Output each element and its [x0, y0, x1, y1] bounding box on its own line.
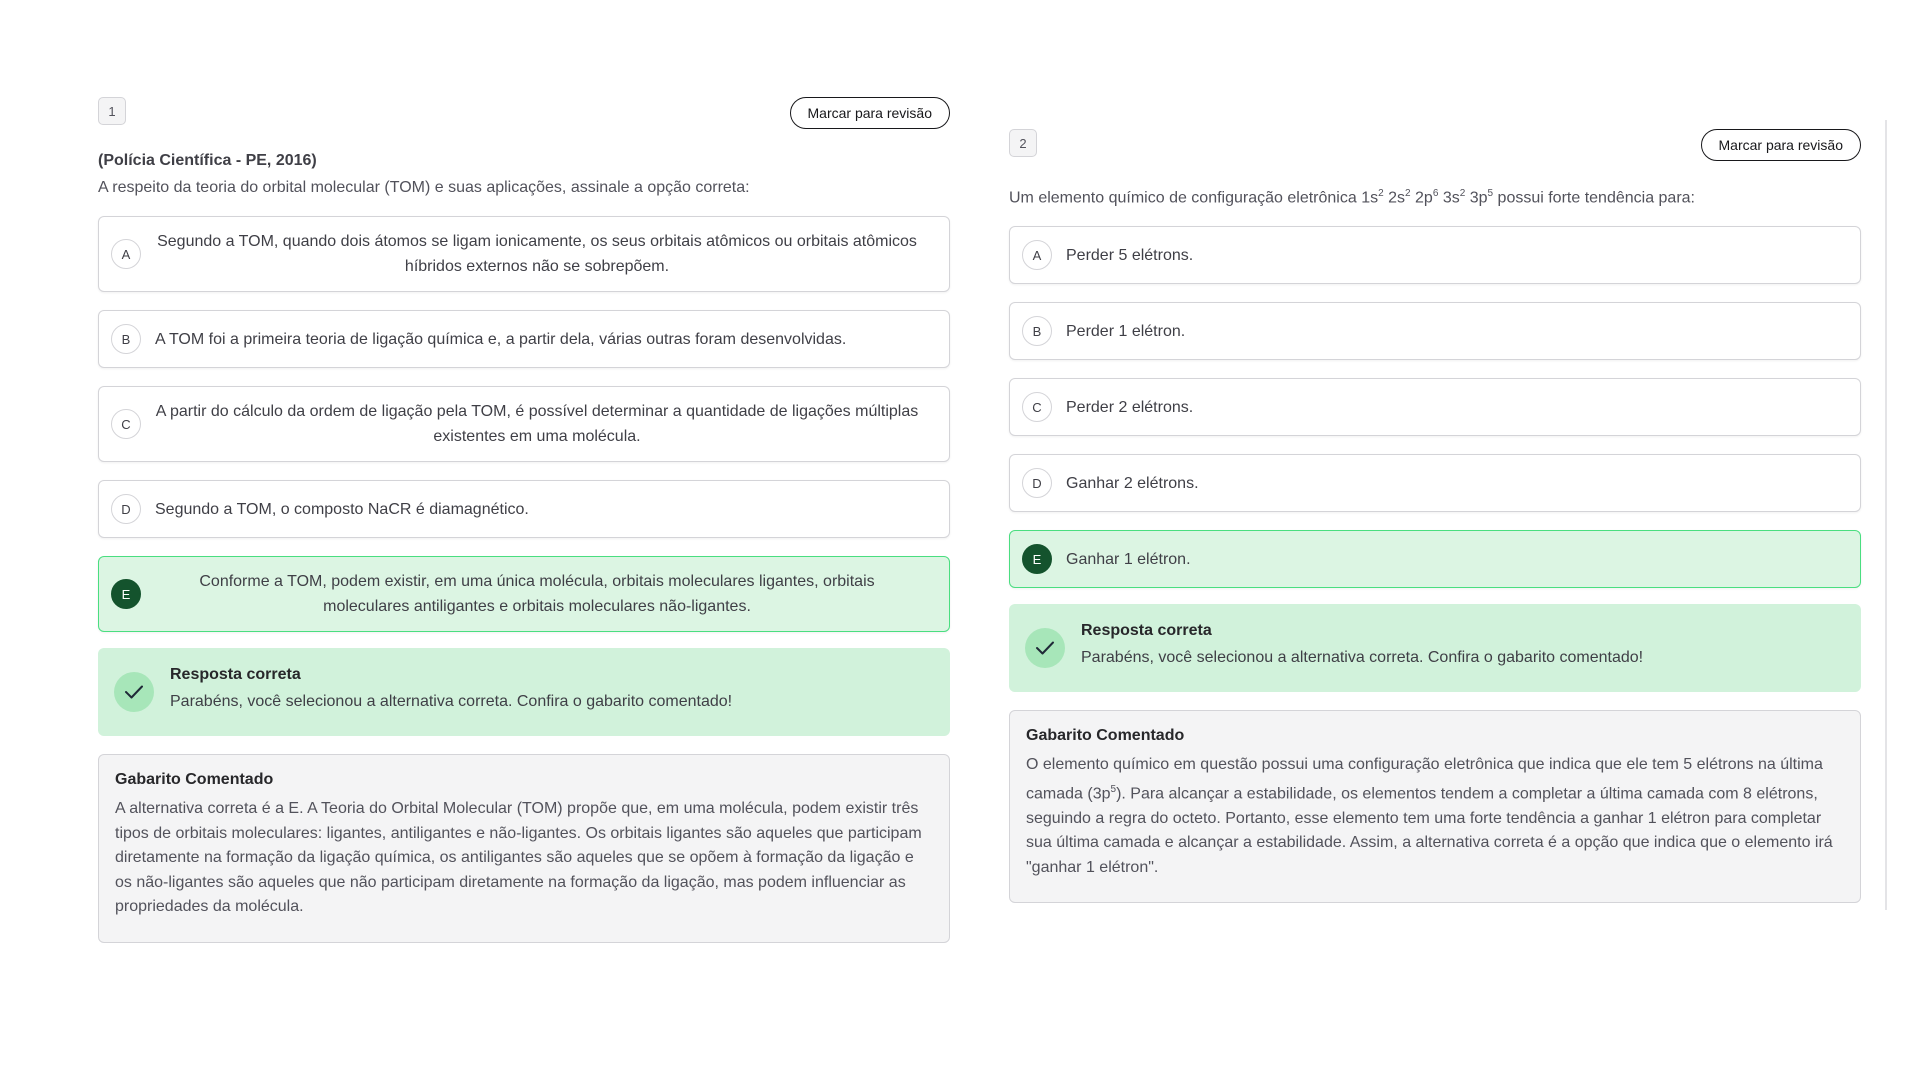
- option-text: Perder 2 elétrons.: [1066, 398, 1194, 416]
- feedback-text: Parabéns, você selecionou a alternativa correta. Confira o gabarito comentado!: [170, 693, 733, 710]
- option-text: Conforme a TOM, podem existir, em uma única molécula, orbitais moleculares ligantes, orbitais moleculares antiligantes e orbitais moleculares não-ligantes.: [199, 573, 875, 615]
- option-letter: D: [1022, 468, 1052, 498]
- question-2: [1009, 129, 1861, 903]
- option-letter: A: [1022, 240, 1052, 270]
- mark-for-review-button[interactable]: Marcar para revisão: [790, 97, 951, 129]
- option-text: A TOM foi a primeira teoria de ligação química e, a partir dela, várias outras foram desenvolvidas.: [155, 330, 847, 348]
- explanation-title: Gabarito Comentado: [1026, 727, 1185, 745]
- question-1: [98, 97, 950, 943]
- option-b[interactable]: [1009, 302, 1861, 360]
- option-letter: E: [111, 579, 141, 609]
- explanation-title: Gabarito Comentado: [115, 771, 274, 788]
- option-text: Ganhar 2 elétrons.: [1066, 474, 1199, 492]
- options-list: [98, 216, 950, 632]
- option-a[interactable]: [98, 216, 950, 292]
- scroll-divider: [1885, 120, 1887, 910]
- option-text: Perder 5 elétrons.: [1066, 246, 1194, 264]
- option-a[interactable]: [1009, 226, 1861, 284]
- option-text: Segundo a TOM, quando dois átomos se ligam ionicamente, os seus orbitais atômicos ou orbitais atômicos híbridos externos não se sobrepõem.: [157, 233, 917, 275]
- question-header: [98, 97, 950, 129]
- question-header: [1009, 129, 1861, 161]
- question-stem: Um elemento químico de configuração eletrônica $1s^2$ $2s^2$ $2p^6$ $3s^2$ $3p^5$ possui forte tendência para:: [1009, 188, 1695, 207]
- explanation-text: A alternativa correta é a E. A Teoria do Orbital Molecular (TOM) propõe que, em uma molécula, podem existir três tipos de orbitais moleculares: ligantes, antiligantes e não-ligantes. Os orbitais ligantes são aqueles que participam diretamente na formação da ligação química, os antiligantes são aqueles que se opõem à formação da ligação e os não-ligantes são aqueles que não participam diretamente na formação da ligação, mas podem influenciar as propriedades da molécula.: [115, 800, 922, 915]
- option-text: A partir do cálculo da ordem de ligação pela TOM, é possível determinar a quantidade de ligações múltiplas existentes em uma molécula.: [155, 403, 919, 445]
- option-letter: C: [111, 409, 141, 439]
- options-list: [1009, 226, 1861, 588]
- option-letter: A: [111, 239, 141, 269]
- option-d[interactable]: [98, 480, 950, 538]
- option-text: Segundo a TOM, o composto NaCR é diamagnético.: [155, 500, 529, 518]
- correct-answer-feedback: [98, 648, 950, 736]
- option-letter: B: [1022, 316, 1052, 346]
- option-c[interactable]: [98, 386, 950, 462]
- question-number: 2: [1009, 129, 1037, 157]
- option-text: Ganhar 1 elétron.: [1066, 550, 1191, 568]
- option-e-selected[interactable]: [98, 556, 950, 632]
- correct-answer-feedback: [1009, 604, 1861, 692]
- answer-explanation: [98, 754, 950, 943]
- feedback-title: Resposta correta: [1081, 622, 1212, 640]
- feedback-title: Resposta correta: [170, 666, 301, 683]
- option-letter: B: [111, 324, 141, 354]
- option-b[interactable]: [98, 310, 950, 368]
- question-source: (Polícia Científica - PE, 2016): [98, 152, 317, 169]
- option-d[interactable]: [1009, 454, 1861, 512]
- check-icon: [114, 672, 154, 712]
- mark-for-review-button[interactable]: Marcar para revisão: [1701, 129, 1862, 161]
- option-letter: C: [1022, 392, 1052, 422]
- answer-explanation: [1009, 710, 1861, 903]
- option-e-selected[interactable]: [1009, 530, 1861, 588]
- explanation-text: O elemento químico em questão possui uma configuração eletrônica que indica que ele tem 5 elétrons na última camada $(3p^5)$. Para alcançar a estabilidade, os elementos tendem a completar a última camada com 8 elétrons, seguindo a regra do octeto. Portanto, esse elemento tem uma forte tendência a ganhar 1 elétron para completar sua última camada e alcançar a estabilidade. Assim, a alternativa correta é a opção que indica que o elemento irá "ganhar 1 elétron".: [1026, 756, 1833, 876]
- option-letter: E: [1022, 544, 1052, 574]
- option-text: Perder 1 elétron.: [1066, 322, 1186, 340]
- question-stem: A respeito da teoria do orbital molecular (TOM) e suas aplicações, assinale a opção correta:: [98, 179, 750, 196]
- option-letter: D: [111, 494, 141, 524]
- option-c[interactable]: [1009, 378, 1861, 436]
- question-number: 1: [98, 97, 126, 125]
- feedback-text: Parabéns, você selecionou a alternativa correta. Confira o gabarito comentado!: [1081, 649, 1644, 667]
- check-icon: [1025, 628, 1065, 668]
